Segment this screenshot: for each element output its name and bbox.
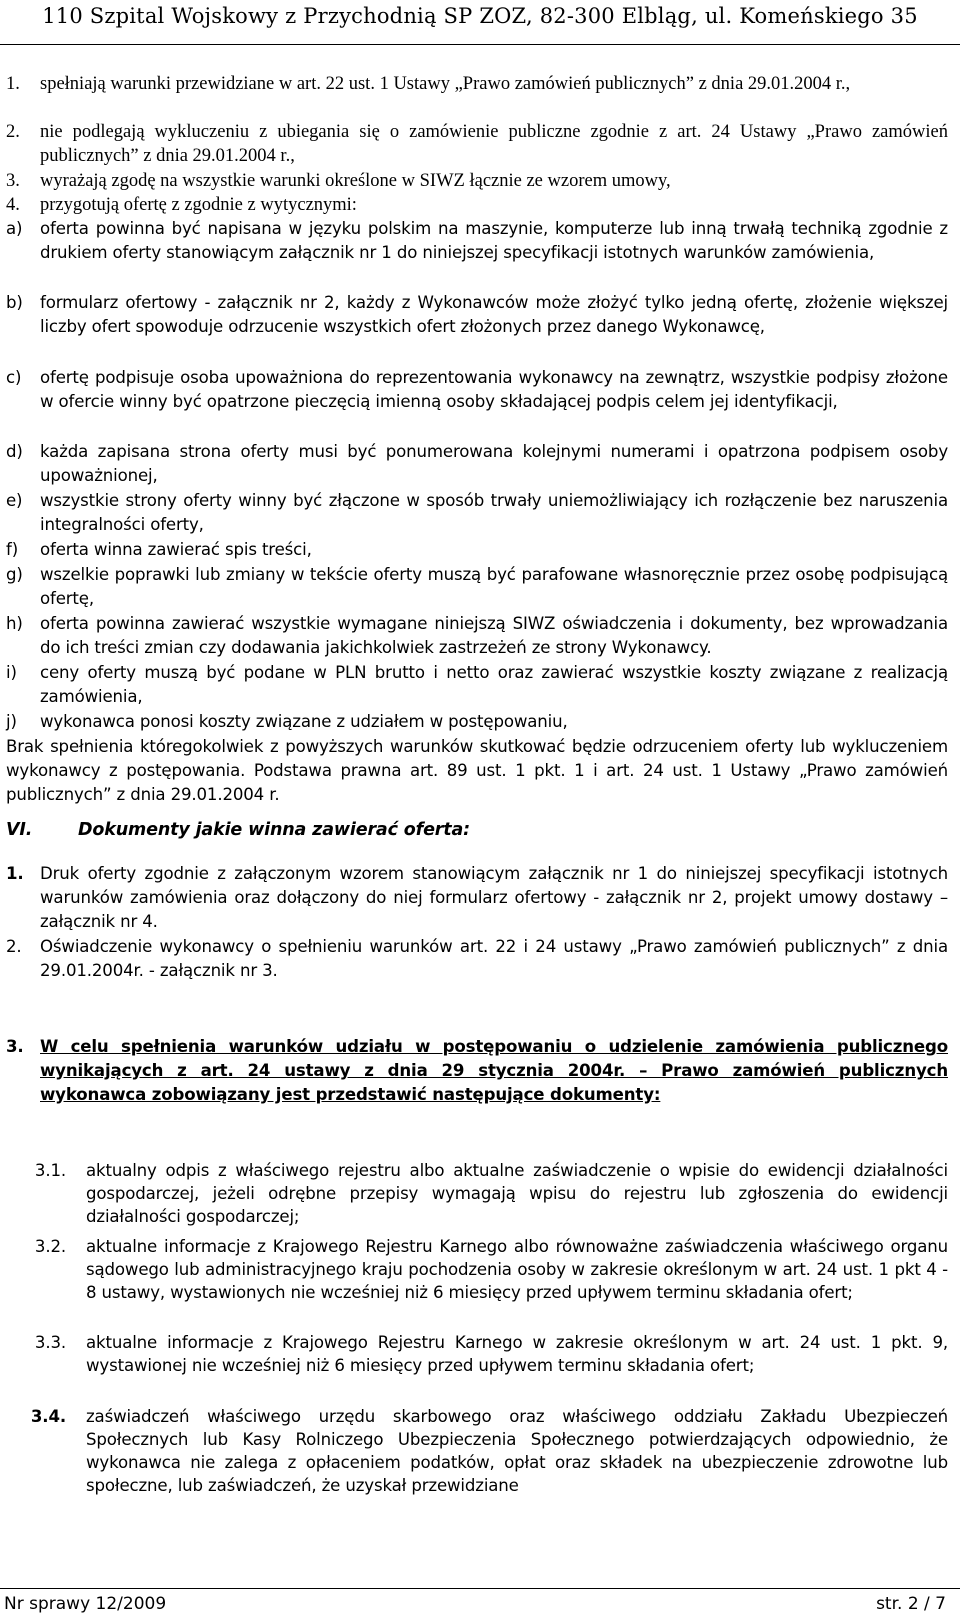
guideline-item (6, 366, 948, 414)
document-item (6, 935, 948, 983)
guideline-item (6, 710, 948, 734)
document-text: Druk oferty zgodnie z załączonym wzorem stanowiącym załącznik nr 1 do niniejszej specyfikacji istotnych warunków zamówienia oraz dołączony do niej formularz ofertowy - załącznik nr 2, projekt umowy dostawy – załącznik nr 4. (40, 864, 948, 931)
guideline-letter: e) (6, 491, 23, 510)
condition-text: nie podlegają wykluczeniu z ubiegania się o zamówienie publiczne zgodnie z art. 24 Ustawy „Prawo zamówień publicznych” z dnia 29.01.2004 r., (40, 122, 948, 166)
required-doc-number: 3.3. (34, 1333, 66, 1352)
guideline-item (6, 489, 948, 537)
guideline-text: oferta winna zawierać spis treści, (40, 540, 312, 559)
page-footer (0, 1588, 960, 1617)
required-doc-number: 3.4. (30, 1407, 66, 1426)
guideline-text: wszystkie strony oferty winny być złączone w sposób trwały uniemożliwiający ich rozłączenie bez naruszenia integralności oferty, (40, 491, 948, 534)
guideline-letter: d) (6, 442, 23, 461)
guideline-letter: c) (6, 368, 22, 387)
required-doc-text: aktualne informacje z Krajowego Rejestru Karnego albo równoważne zaświadczenia właściwego organu sądowego lub administracyjnego kraju pochodzenia osoby w zakresie określonym w art. 24 ust. 1 pkt 4 - 8 ustawy, wystawionych nie wcześniej niż 6 miesięcy przed upływem terminu składania ofert; (86, 1237, 948, 1302)
guideline-letter: a) (6, 219, 23, 238)
guideline-letter: g) (6, 565, 23, 584)
guideline-item (6, 217, 948, 265)
condition-number: 2. (6, 122, 20, 142)
condition-number: 4. (6, 195, 20, 215)
section-heading (6, 820, 470, 840)
guideline-letter: b) (6, 293, 23, 312)
required-doc-text: aktualny odpis z właściwego rejestru albo aktualne zaświadczenie o wpisie do ewidencji działalności gospodarczej, jeżeli odrębne przepisy wymagają wpisu do rejestru lub zgłoszenia do ewidencji działalności gospodarczej; (86, 1161, 948, 1226)
guideline-text: wykonawca ponosi koszty związane z udziałem w postępowaniu, (40, 712, 568, 731)
guideline-text: wszelkie poprawki lub zmiany w tekście oferty muszą być parafowane własnoręcznie przez osobę podpisującą ofertę, (40, 565, 948, 608)
required-doc-item (6, 1405, 948, 1497)
required-doc-item (6, 1331, 948, 1377)
document-text: Oświadczenie wykonawcy o spełnieniu warunków art. 22 i 24 ustawy „Prawo zamówień publicznych” z dnia 29.01.2004r. - załącznik nr 3. (40, 937, 948, 980)
document-item (6, 1035, 948, 1107)
guideline-item (6, 538, 948, 562)
required-doc-number: 3.1. (34, 1161, 66, 1180)
condition-text: spełniają warunki przewidziane w art. 22 ust. 1 Ustawy „Prawo zamówień publicznych” z dnia 29.01.2004 r., (40, 74, 851, 94)
condition-item (6, 120, 948, 168)
required-doc-text: aktualne informacje z Krajowego Rejestru Karnego w zakresie określonym w art. 24 ust. 1 pkt. 9, wystawionej nie wcześniej niż 6 miesięcy przed upływem terminu składania ofert; (86, 1333, 948, 1375)
condition-text: przygotują ofertę z zgodnie z wytycznymi: (40, 195, 357, 215)
guideline-item (6, 563, 948, 611)
required-doc-item (6, 1159, 948, 1228)
guideline-text: formularz ofertowy - załącznik nr 2, każdy z Wykonawców może złożyć tylko jedną ofertę, złożenie większej liczby ofert spowoduje odrzucenie wszystkich ofert złożonych przez danego Wykonawcę, (40, 293, 948, 336)
page-number: str. 2 / 7 (876, 1594, 946, 1614)
condition-item (6, 169, 948, 193)
document-number: 1. (6, 864, 24, 883)
document-text: W celu spełnienia warunków udziału w postępowaniu o udzielenie zamówienia publicznego wynikających z art. 24 ustawy z dnia 29 stycznia 2004r. – Prawo zamówień publicznych wykonawca zobowiązany jest przedstawić następujące dokumenty: (40, 1037, 948, 1104)
condition-text: wyrażają zgodę na wszystkie warunki określone w SIWZ łącznie ze wzorem umowy, (40, 171, 671, 191)
penalty-note: Brak spełnienia któregokolwiek z powyższych warunków skutkować będzie odrzuceniem oferty lub wykluczeniem wykonawcy z postępowania. Podstawa prawna art. 89 ust. 1 pkt. 1 i art. 24 ust. 1 Ustawy „Prawo zamówień publicznych” z dnia 29.01.2004 r. (6, 737, 948, 804)
section-title: Dokumenty jakie winna zawierać oferta: (78, 820, 471, 840)
guideline-text: oferta powinna być napisana w języku polskim na maszynie, komputerze lub inną trwałą techniką zgodnie z drukiem oferty stanowiącym załącznik nr 1 do niniejszej specyfikacji istotnych warunków zamówienia, (40, 219, 948, 262)
required-doc-item (6, 1235, 948, 1304)
required-doc-text: zaświadczeń właściwego urzędu skarbowego oraz właściwego oddziału Zakładu Ubezpieczeń Społecznych lub Kasy Rolniczego Ubezpieczenia Społecznego potwierdzających odpowiednio, że wykonawca nie zalega z opłaceniem podatków, opłat oraz składek na ubezpieczenie zdrowotne lub społeczne, lub zaświadczeń, że uzyskał przewidziane (86, 1407, 948, 1495)
case-number: Nr sprawy 12/2009 (4, 1594, 167, 1614)
condition-number: 3. (6, 171, 20, 191)
document-number: 2. (6, 937, 22, 956)
document-number: 3. (6, 1037, 24, 1056)
condition-number: 1. (6, 74, 20, 94)
guideline-text: każda zapisana strona oferty musi być ponumerowana kolejnymi numerami i opatrzona podpisem osoby upoważnionej, (40, 442, 948, 485)
page-header: 110 Szpital Wojskowy z Przychodnią SP ZOZ, 82-300 Elbląg, ul. Komeńskiego 35 (0, 0, 960, 45)
guideline-letter: f) (6, 540, 19, 559)
guideline-item (6, 661, 948, 709)
guideline-text: oferta powinna zawierać wszystkie wymagane niniejszą SIWZ oświadczenia i dokumenty, bez wprowadzania do ich treści zmian czy dodawania jakichkolwiek zastrzeżeń ze strony Wykonawcy. (40, 614, 948, 657)
condition-item (6, 72, 948, 96)
guideline-text: ofertę podpisuje osoba upoważniona do reprezentowania wykonawcy na zewnątrz, wszystkie podpisy złożone w ofercie winny być opatrzone pieczęcią imienną osoby składającej podpis celem jej identyfikacji, (40, 368, 948, 411)
guideline-letter: i) (6, 663, 17, 682)
guideline-letter: h) (6, 614, 23, 633)
guideline-item (6, 291, 948, 339)
guideline-item (6, 440, 948, 488)
condition-item (6, 193, 948, 217)
required-doc-number: 3.2. (34, 1237, 66, 1256)
guideline-item (6, 612, 948, 660)
document-item (6, 862, 948, 934)
guideline-text: ceny oferty muszą być podane w PLN brutto i netto oraz zawierać wszystkie koszty związane z realizacją zamówienia, (40, 663, 948, 706)
section-number: VI. (6, 820, 33, 840)
guideline-letter: j) (6, 712, 17, 731)
